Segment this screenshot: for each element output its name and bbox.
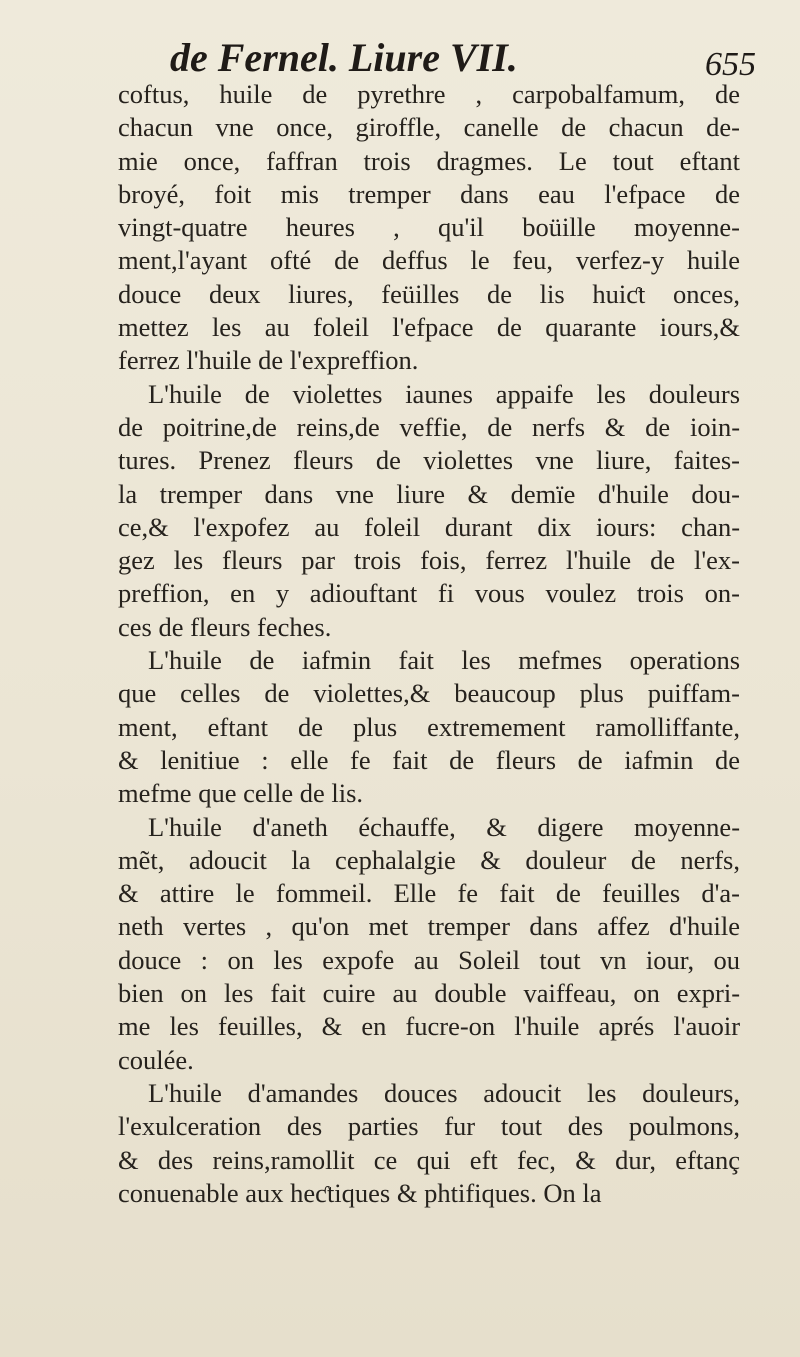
text-line: chacun vne once, giroffle, canelle de chacun de-: [118, 112, 740, 143]
text-line: que celles de violettes,& beaucoup plus puiffam-: [118, 678, 740, 709]
body-text: [118, 78, 740, 1210]
text-line: mie once, faffran trois dragmes. Le tout eftant: [118, 145, 740, 176]
text-line: L'huile d'aneth échauffe, & digere moyenne-: [148, 811, 740, 842]
text-line: & attire le fommeil. Elle fe fait de feuilles d'a-: [118, 878, 740, 909]
page-number: 655: [705, 46, 756, 83]
text-line: conuenable aux heƈtiques & phtifiques. On la: [118, 1177, 602, 1208]
text-line: ferrez l'huile de l'expreffion.: [118, 345, 419, 376]
text-line: coulée.: [118, 1044, 194, 1075]
text-line: mefme que celle de lis.: [118, 778, 364, 809]
text-line: tures. Prenez fleurs de violettes vne liure, faites-: [118, 445, 740, 476]
paragraph: [118, 811, 740, 1077]
text-line: ment, eftant de plus extremement ramolliffante,: [118, 711, 740, 742]
paragraph: [118, 1077, 740, 1210]
text-line: ment,l'ayant ofté de deffus le feu, verfez-y huile: [118, 245, 740, 276]
paragraph: [118, 78, 740, 378]
text-line: ce,& l'expofez au foleil durant dix iours: chan-: [118, 511, 740, 542]
text-line: douce : on les expofe au Soleil tout vn iour, ou: [118, 944, 740, 975]
text-line: coftus, huile de pyrethre , carpobalfamum, de: [118, 79, 740, 109]
text-line: l'exulceration des parties fur tout des poulmons,: [118, 1111, 740, 1142]
text-line: & des reins,ramollit ce qui eft fec, & dur, eftanç: [118, 1144, 740, 1175]
text-line: la tremper dans vne liure & demïe d'huile dou-: [118, 478, 740, 509]
text-line: me les feuilles, & en fucre-on l'huile aprés l'auoir: [118, 1011, 740, 1042]
text-line: bien on les fait cuire au double vaiffeau, on expri-: [118, 978, 740, 1009]
text-line: L'huile de iafmin fait les mefmes operations: [148, 645, 740, 676]
text-line: preffion, en y adiouftant fi vous voulez trois on-: [118, 578, 740, 609]
text-line: ces de fleurs feches.: [118, 611, 332, 642]
text-line: & lenitiue : elle fe fait de fleurs de iafmin de: [118, 744, 740, 775]
text-line: neth vertes , qu'on met tremper dans affez d'huile: [118, 911, 740, 942]
running-head: de Fernel. Liure VII.: [170, 35, 518, 80]
text-line: mettez les au foleil l'efpace de quarante iours,&: [118, 312, 740, 343]
paragraph: [118, 644, 740, 810]
text-line: de poitrine,de reins,de veffie, de nerfs & de ioin-: [118, 411, 740, 442]
text-line: broyé, foit mis tremper dans eau l'efpace de: [118, 178, 740, 209]
text-line: L'huile d'amandes douces adoucit les douleurs,: [148, 1077, 740, 1108]
text-line: vingt-quatre heures , qu'il boüille moyenne-: [118, 212, 740, 243]
paragraph: [118, 378, 740, 644]
text-line: douce deux liures, feüilles de lis huiƈt onces,: [118, 278, 740, 309]
text-line: mẽt, adoucit la cephalalgie & douleur de nerfs,: [118, 844, 740, 875]
text-line: gez les fleurs par trois fois, ferrez l'huile de l'ex-: [118, 545, 740, 576]
text-line: L'huile de violettes iaunes appaife les douleurs: [148, 378, 740, 409]
